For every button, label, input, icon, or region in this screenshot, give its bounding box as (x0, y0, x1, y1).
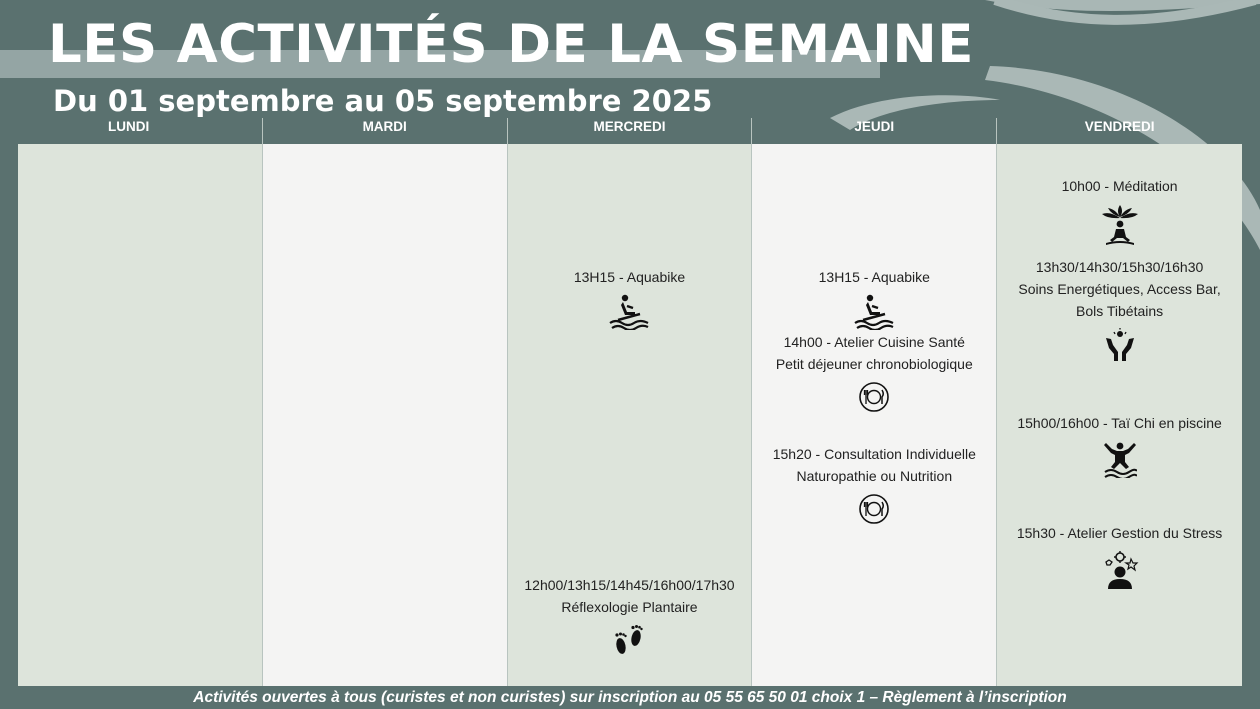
day-column-mardi (263, 118, 508, 686)
activity-item (997, 522, 1242, 590)
day-column-lundi (18, 118, 263, 686)
activity-line: 15h00/16h00 - Taï Chi en piscine (1017, 415, 1222, 431)
activity-item (752, 266, 996, 330)
day-body (508, 144, 752, 686)
activity-line: 12h00/13h15/14h45/16h00/17h30 (524, 577, 735, 593)
day-body (263, 144, 507, 686)
plate-cutlery-icon (858, 381, 890, 413)
activity-line: Naturopathie ou Nutrition (796, 468, 953, 484)
day-header: MERCREDI (593, 119, 666, 134)
healing-hands-icon (1103, 328, 1137, 362)
day-header: MARDI (362, 119, 407, 134)
activity-line: 13H15 - Aquabike (818, 269, 930, 285)
activity-line: 15h20 - Consultation Individuelle (772, 446, 976, 462)
aquabike-icon (853, 294, 895, 330)
activity-line: Petit déjeuner chronobiologique (775, 356, 973, 372)
activity-item (997, 412, 1242, 478)
week-schedule (18, 118, 1242, 686)
stress-head-icon (1100, 550, 1140, 590)
day-body (997, 144, 1242, 686)
page-title: LES ACTIVITÉS DE LA SEMAINE (48, 14, 974, 75)
footer-note: Activités ouvertes à tous (curistes et non curistes) sur inscription au 05 55 65 50 01 choix 1 – Règlement à l’inscription (193, 689, 1067, 706)
day-column-mercredi (508, 118, 753, 686)
aquabike-icon (608, 294, 650, 330)
date-range: Du 01 septembre au 05 septembre 2025 (53, 84, 713, 118)
activity-line: 15h30 - Atelier Gestion du Stress (1016, 525, 1223, 541)
activity-line: Bols Tibétains (1076, 303, 1164, 319)
activity-line: Soins Energétiques, Access Bar, (1018, 281, 1221, 297)
activity-item (508, 574, 752, 660)
activity-line: Réflexologie Plantaire (561, 599, 698, 615)
activity-line: 13h30/14h30/15h30/16h30 (1035, 259, 1204, 275)
tai-chi-pool-icon (1103, 440, 1137, 478)
activity-line: 10h00 - Méditation (1061, 178, 1178, 194)
day-column-vendredi (997, 118, 1242, 686)
plate-cutlery-icon (858, 493, 890, 525)
day-header: LUNDI (108, 119, 150, 134)
activity-item (997, 175, 1242, 247)
activity-item (752, 331, 996, 413)
day-body (18, 144, 262, 686)
meditation-lotus-icon (1100, 203, 1140, 247)
activity-item (508, 266, 752, 330)
day-header: VENDREDI (1084, 119, 1155, 134)
day-header: JEUDI (854, 119, 895, 134)
activity-item (752, 443, 996, 525)
activity-line: 13H15 - Aquabike (573, 269, 686, 285)
footprints-icon (612, 624, 646, 660)
day-column-jeudi (752, 118, 997, 686)
activity-item (997, 256, 1242, 362)
day-body (752, 144, 996, 686)
activity-line: 14h00 - Atelier Cuisine Santé (783, 334, 965, 350)
